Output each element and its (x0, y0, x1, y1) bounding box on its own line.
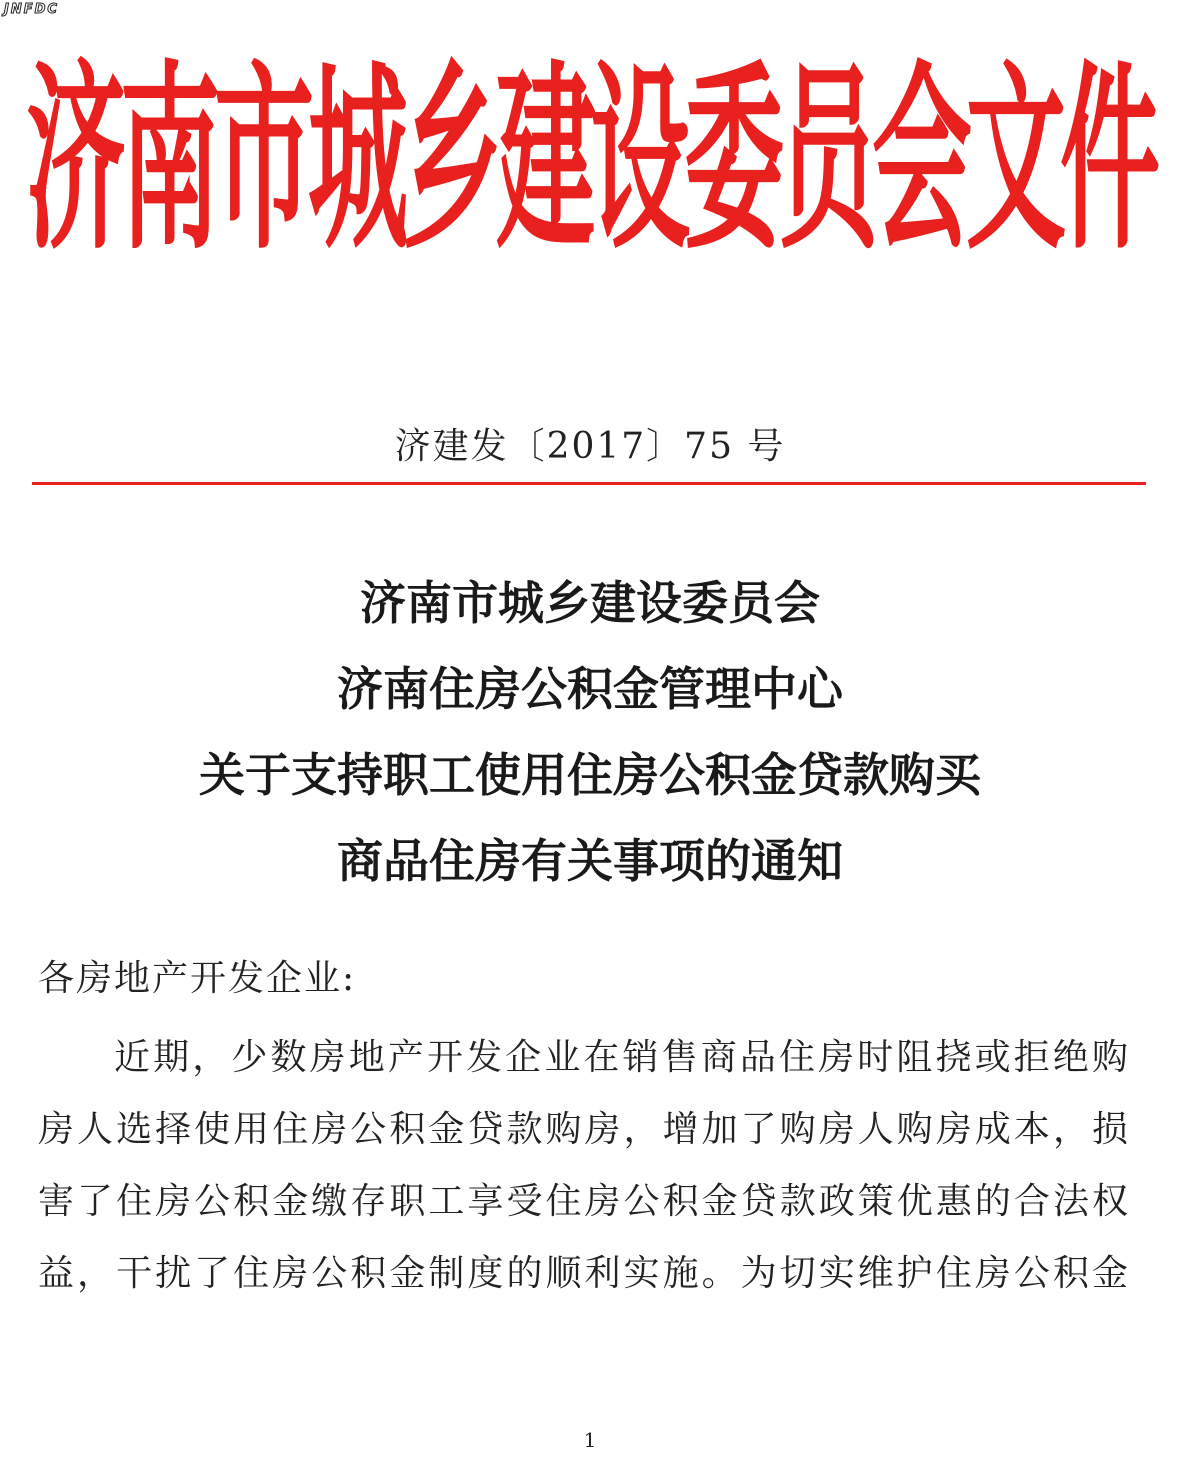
red-divider-line (32, 482, 1146, 485)
body-paragraph (38, 1030, 1130, 1318)
title-line-3: 关于支持职工使用住房公积金贷款购买 (199, 748, 981, 802)
title-line-2: 济南住房公积金管理中心 (337, 662, 843, 716)
body-line-4: 益，干扰了住房公积金制度的顺利实施。为切实维护住房公积金 (38, 1253, 1130, 1294)
page-number: 1 (583, 1428, 597, 1452)
masthead-title: 济南市城乡建设委员会文件 (26, 43, 1154, 277)
title-line-1: 济南市城乡建设委员会 (360, 576, 820, 630)
document-number: 济建发〔2017〕75 号 (394, 426, 786, 467)
body-line-1: 近期，少数房地产开发企业在销售商品住房时阻挠或拒绝购 (114, 1037, 1130, 1078)
watermark-logo: JNFDC (4, 2, 59, 17)
title-line-4: 商品住房有关事项的通知 (337, 834, 843, 888)
salutation: 各房地产开发企业: (38, 958, 357, 999)
body-line-2: 房人选择使用住房公积金贷款购房，增加了购房人购房成本，损 (38, 1109, 1130, 1150)
body-line-3: 害了住房公积金缴存职工享受住房公积金贷款政策优惠的合法权 (38, 1181, 1130, 1222)
document-title (0, 560, 1180, 904)
masthead (20, 28, 1160, 277)
